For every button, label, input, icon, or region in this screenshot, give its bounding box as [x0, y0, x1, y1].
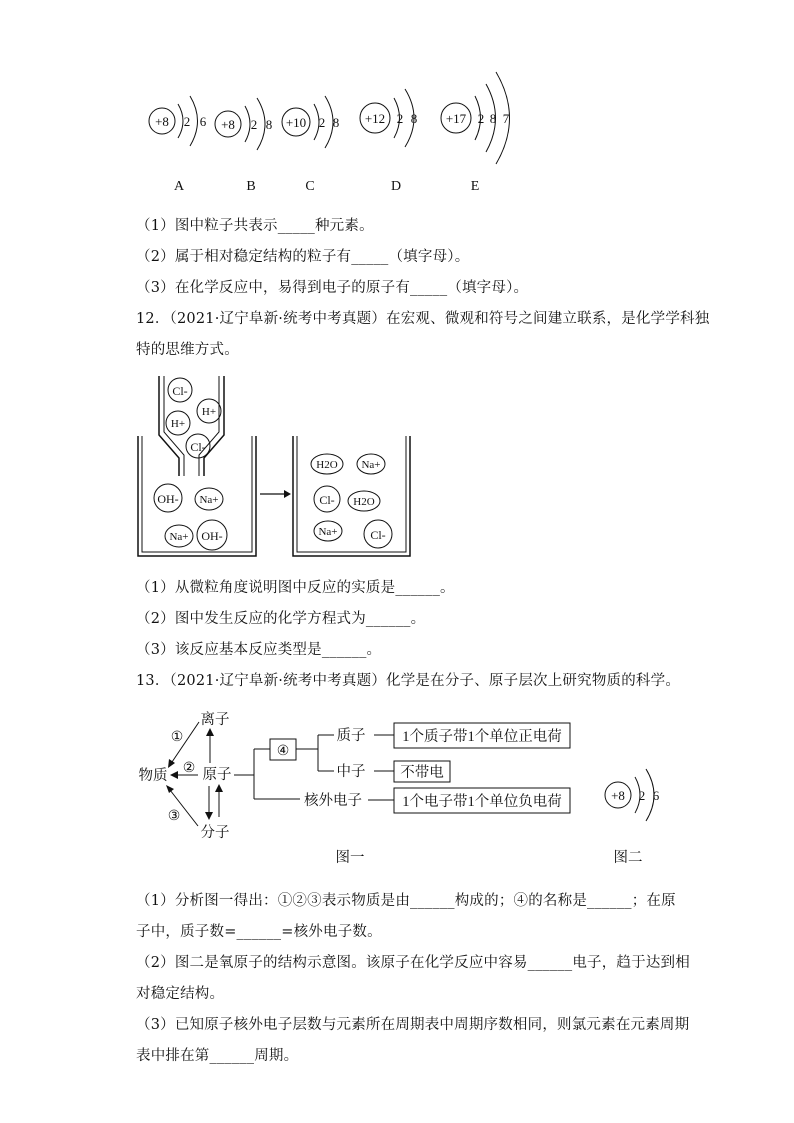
- svg-text:Cl-: Cl-: [319, 493, 335, 507]
- shell-count: 6: [652, 788, 660, 803]
- q11-subquestion-3: （3）在化学反应中，易得到电子的原子有_____（填字母）。: [136, 280, 529, 296]
- svg-text:Na+: Na+: [169, 531, 189, 543]
- nucleus-label: +8: [611, 788, 625, 803]
- label-circle-2: ②: [182, 761, 196, 776]
- nucleus-label: +8: [221, 117, 235, 132]
- q13-stem: 13．（2021·辽宁阜新·统考中考真题）化学是在分子、原子层次上研究物质的科学。: [136, 673, 681, 689]
- q13-subquestion-2-line-2: 对稳定结构。: [136, 986, 225, 1002]
- atom-letter: D: [390, 179, 402, 194]
- q12-stem-line-2: 特的思维方式。: [136, 342, 239, 358]
- svg-text:Na+: Na+: [199, 494, 219, 506]
- atom-letter: C: [305, 179, 315, 194]
- label-atom: 原子: [202, 767, 232, 783]
- arrowhead: [205, 812, 213, 820]
- q12-subquestion-3: （3）该反应基本反应类型是______。: [136, 642, 382, 658]
- shell-count: 8: [489, 111, 497, 126]
- shell-count: 8: [265, 117, 273, 132]
- shell-count: 2: [183, 114, 191, 129]
- svg-text:H2O: H2O: [316, 459, 338, 471]
- figure-2-caption: 图二: [613, 850, 643, 866]
- arrowhead: [168, 759, 175, 768]
- shell-count: 2: [318, 115, 326, 130]
- q13-subquestion-3-line-2: 表中排在第______周期。: [136, 1048, 299, 1064]
- shell-count: 8: [410, 111, 418, 126]
- oxygen-atom-diagram: [605, 769, 660, 821]
- label-neutron: 中子: [336, 764, 366, 780]
- arrowhead: [215, 784, 223, 792]
- shell-count: 2: [638, 788, 646, 803]
- svg-text:Na+: Na+: [318, 526, 338, 538]
- nucleus-label: +17: [445, 111, 467, 126]
- label-proton: 质子: [336, 728, 366, 744]
- electron-desc: 1个电子带1个单位负电荷: [402, 794, 562, 810]
- label-molecule: 分子: [200, 825, 230, 841]
- arrowhead: [206, 728, 214, 736]
- arrowhead: [170, 771, 178, 779]
- proton-desc: 1个质子带1个单位正电荷: [402, 729, 562, 745]
- shell-count: 8: [332, 115, 340, 130]
- nucleus-label: +8: [155, 114, 169, 129]
- svg-text:H+: H+: [170, 418, 186, 430]
- svg-text:Cl-: Cl-: [370, 528, 386, 542]
- q13-subquestion-3-line-1: （3）已知原子核外电子层数与元素所在周期表中周期序数相同，则氯元素在元素周期: [136, 1017, 690, 1033]
- q13-subquestion-2-line-1: （2）图二是氧原子的结构示意图。该原子在化学反应中容易______电子，趋于达到相: [136, 955, 690, 971]
- label-ion: 离子: [200, 712, 230, 728]
- arrowhead: [166, 785, 174, 793]
- label-box-4: ④: [276, 744, 290, 759]
- svg-text:OH-: OH-: [201, 529, 223, 543]
- svg-text:H+: H+: [201, 406, 217, 418]
- label-electron: 核外电子: [304, 793, 362, 809]
- shell-count: 2: [250, 117, 258, 132]
- label-circle-1: ①: [170, 730, 184, 745]
- svg-text:H2O: H2O: [353, 496, 375, 508]
- q13-subquestion-1-line-2: 子中，质子数=______=核外电子数。: [136, 924, 382, 940]
- q12-stem-line-1: 12．（2021·辽宁阜新·统考中考真题）在宏观、微观和符号之间建立联系，是化学学科独: [136, 311, 710, 327]
- svg-text:OH-: OH-: [157, 492, 179, 506]
- q12-subquestion-2: （2）图中发生反应的化学方程式为______。: [136, 611, 426, 627]
- q11-subquestion-2: （2）属于相对稳定结构的粒子有_____（填字母）。: [136, 249, 470, 265]
- q11-subquestion-1: （1）图中粒子共表示_____种元素。: [136, 218, 374, 234]
- shell-count: 7: [502, 111, 510, 126]
- atom-letter: E: [470, 179, 480, 194]
- shell-count: 2: [396, 111, 404, 126]
- atom-letter: B: [246, 179, 256, 194]
- label-substance: 物质: [138, 768, 168, 784]
- svg-text:Cl-: Cl-: [172, 384, 188, 398]
- q13-subquestion-1-line-1: （1）分析图一得出：①②③表示物质是由______构成的；④的名称是______；在原: [136, 893, 676, 909]
- svg-text:Na+: Na+: [361, 459, 381, 471]
- atom-letter: A: [173, 179, 185, 194]
- label-circle-3: ③: [167, 809, 181, 824]
- neutron-desc: 不带电: [400, 765, 444, 781]
- shell-count: 6: [199, 114, 207, 129]
- shell-count: 2: [477, 111, 485, 126]
- q12-subquestion-1: （1）从微粒角度说明图中反应的实质是______。: [136, 580, 455, 596]
- figure-1-caption: 图一: [335, 850, 365, 866]
- svg-text:Cl-: Cl-: [190, 440, 206, 454]
- nucleus-label: +10: [285, 115, 307, 130]
- nucleus-label: +12: [364, 111, 386, 126]
